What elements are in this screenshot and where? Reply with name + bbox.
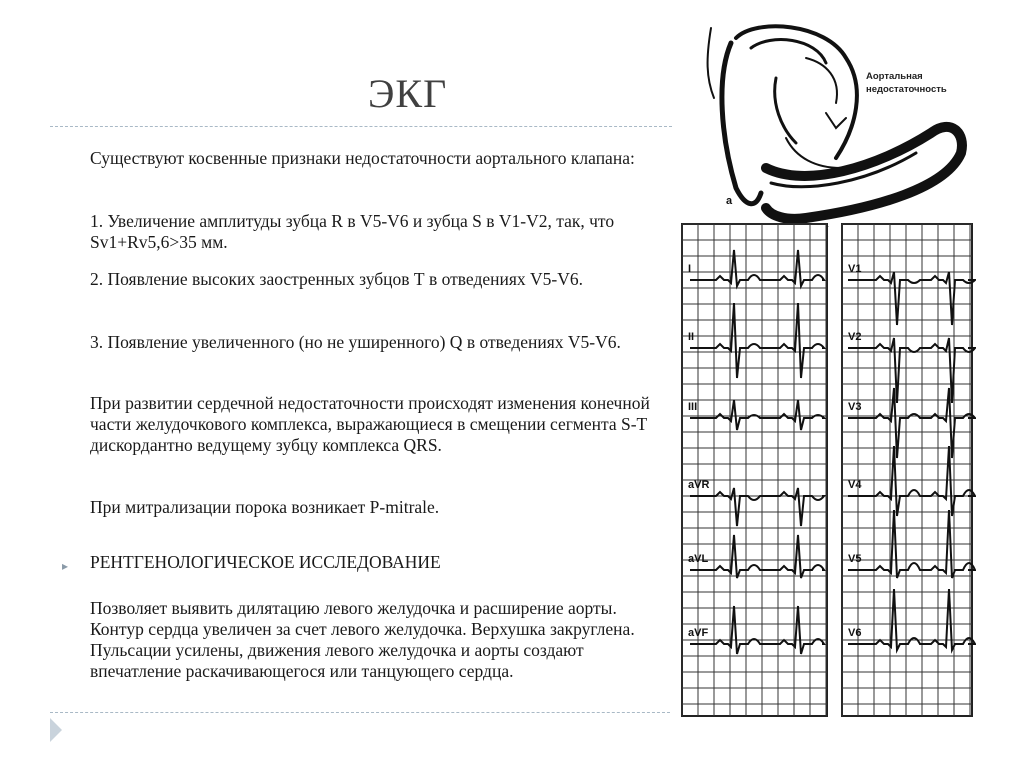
lead-label-V6: V6 xyxy=(848,627,862,639)
p-mitrale-paragraph: При митрализации порока возникает P-mitrale. xyxy=(90,497,440,517)
ecg-strip-right xyxy=(842,224,975,716)
panel-letter-a: а xyxy=(726,195,733,207)
lead-label-V3: V3 xyxy=(848,401,862,413)
lead-label-aVL: aVL xyxy=(688,553,709,565)
lead-label-III: III xyxy=(688,401,698,413)
caption-line-2: недостаточность xyxy=(866,84,947,95)
caption-line-1: Аортальная xyxy=(866,71,923,82)
lead-label-I: I xyxy=(688,263,692,275)
bullet-arrow-icon: ▸ xyxy=(62,559,69,573)
xray-text: Позволяет выявить дилятацию левого желудочка и расширение аорты. Контур сердца увеличен за счет левого желудочка. Верхушка закруглена. Пульсации усилены, движения левого желудочка и аорты создают впечатление раскачивающегося или танцующего сердца. xyxy=(90,598,635,681)
xray-heading: РЕНТГЕНОЛОГИЧЕСКОЕ ИССЛЕДОВАНИЕ xyxy=(90,552,441,572)
lead-label-aVR: aVR xyxy=(688,479,710,491)
lead-label-V1: V1 xyxy=(848,263,862,275)
lead-label-aVF: aVF xyxy=(688,627,709,639)
lead-label-V2: V2 xyxy=(848,331,862,343)
corner-chevron-icon xyxy=(46,716,66,746)
page-title: ЭКГ xyxy=(368,71,448,116)
ecg-illustration xyxy=(676,18,976,722)
ecg-strip-left xyxy=(682,224,827,716)
sign-item-2: 2. Появление высоких заостренных зубцов Т в отведениях V5-V6. xyxy=(90,269,584,289)
heart-diagram-caption xyxy=(866,70,947,96)
lead-label-V4: V4 xyxy=(848,479,862,491)
footer-divider xyxy=(50,712,670,713)
title-divider xyxy=(50,126,672,127)
intro-text: Существуют косвенные признаки недостаточности аортального клапана: xyxy=(90,148,635,168)
lead-label-V5: V5 xyxy=(848,553,862,565)
heart-diagram xyxy=(708,26,962,219)
lead-label-II: II xyxy=(688,331,695,343)
heart-failure-paragraph: При развитии сердечной недостаточности происходят изменения конечной части желудочкового комплекса, выражающиеся в смещении сегмента S-T дискордантно ведущему зубцу комплекса QRS. xyxy=(90,393,650,455)
sign-item-3: 3. Появление увеличенного (но не уширенного) Q в отведениях V5-V6. xyxy=(90,332,621,352)
sign-item-1: 1. Увеличение амплитуды зубца R в V5-V6 и зубца S в V1-V2, так, что Sv1+Rv5,6>35 мм. xyxy=(90,211,615,252)
